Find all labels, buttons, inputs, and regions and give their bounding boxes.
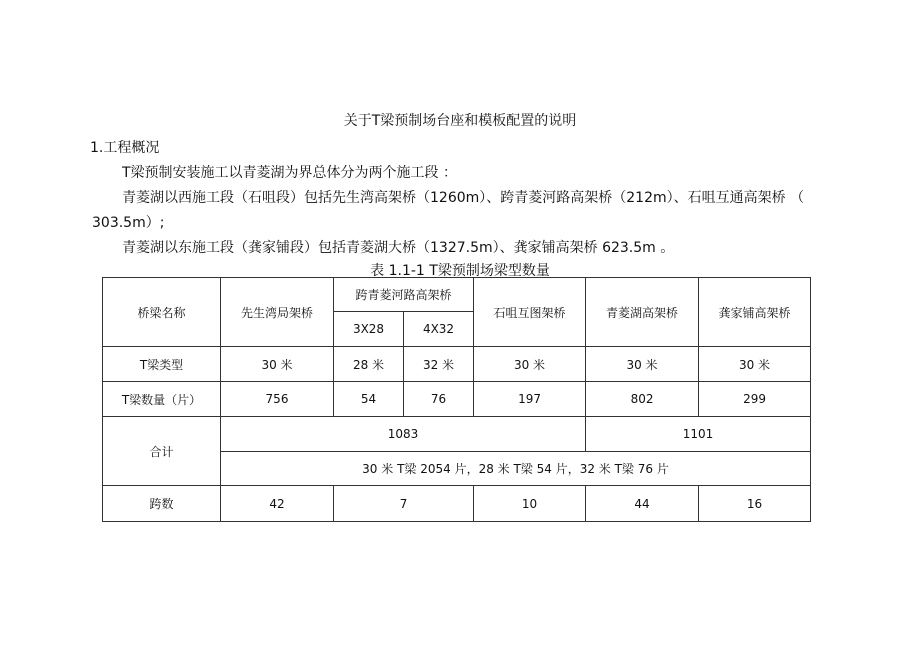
table-row-spans	[103, 486, 811, 522]
table-cell: 30 米	[474, 347, 586, 382]
paragraph-1: T梁预制安装施工以青菱湖为界总体分为两个施工段 ：	[122, 165, 458, 181]
table-cell: 32 米	[404, 347, 474, 382]
table-cell: 30 米	[221, 347, 334, 382]
table-cell: 802	[586, 382, 699, 417]
row-label: 跨数	[103, 486, 221, 522]
header-qinglinghu: 青菱湖高架桥	[586, 278, 699, 347]
table-cell: 44	[586, 486, 699, 522]
header-xianshengwan: 先生湾局架桥	[221, 278, 334, 347]
table-cell: 197	[474, 382, 586, 417]
total-east-cell: 1101	[586, 417, 811, 452]
table-row-total	[103, 417, 811, 452]
total-west-cell: 1083	[221, 417, 586, 452]
table-cell: 28 米	[334, 347, 404, 382]
table-caption: 表 1.1-1 T梁预制场梁型数量	[370, 263, 550, 279]
total-summary-cell: 30 米 T梁 2054 片，28 米 T梁 54 片，32 米 T梁 76 片	[221, 452, 811, 486]
beam-quantity-table	[102, 277, 811, 522]
table-cell: 299	[699, 382, 811, 417]
section-heading: 1.工程概况	[90, 140, 160, 156]
header-4x32: 4X32	[404, 312, 474, 347]
paragraph-2-cont: 303.5m）;	[92, 215, 165, 231]
table-row-type	[103, 347, 811, 382]
header-gongjiapu: 龚家铺高架桥	[699, 278, 811, 347]
table-cell: 16	[699, 486, 811, 522]
row-label: 合计	[103, 417, 221, 486]
header-3x28: 3X28	[334, 312, 404, 347]
row-label: T梁类型	[103, 347, 221, 382]
table-header-row	[103, 278, 811, 312]
paragraph-3: 青菱湖以东施工段（龚家铺段）包括青菱湖大桥（1327.5m）、龚家铺高架桥 623.5m 。	[122, 240, 675, 256]
table-cell: 7	[334, 486, 474, 522]
header-bridge-name: 桥梁名称	[103, 278, 221, 347]
table-cell: 30 米	[699, 347, 811, 382]
doc-title: 关于T梁预制场台座和模板配置的说明	[343, 113, 577, 129]
row-label: T梁数量（片）	[103, 382, 221, 417]
table-cell: 54	[334, 382, 404, 417]
table-cell: 756	[221, 382, 334, 417]
table-cell: 30 米	[586, 347, 699, 382]
table-cell: 10	[474, 486, 586, 522]
table-row-count	[103, 382, 811, 417]
paragraph-2: 青菱湖以西施工段（石咀段）包括先生湾高架桥（1260m）、跨青菱河路高架桥（212m）、石咀互通高架桥 （	[122, 190, 805, 206]
table-cell: 42	[221, 486, 334, 522]
header-kuaqingling: 跨青菱河路高架桥	[334, 278, 474, 312]
table-cell: 76	[404, 382, 474, 417]
header-shiju: 石咀互图架桥	[474, 278, 586, 347]
